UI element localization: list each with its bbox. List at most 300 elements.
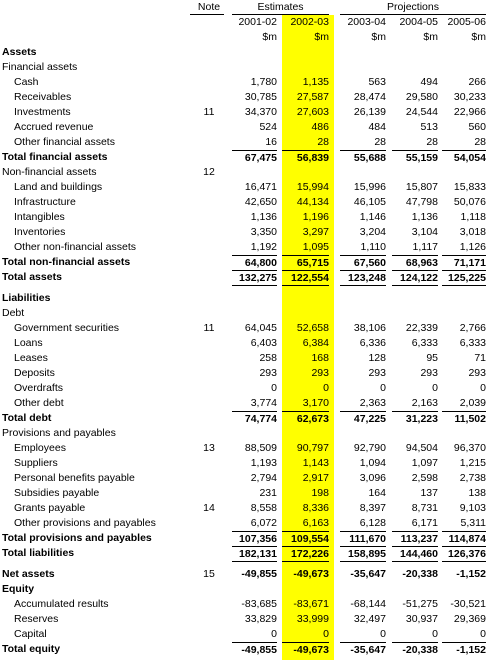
table-row: [2, 501, 488, 516]
row-label: Inventories: [14, 226, 66, 238]
value-cell: 113,237: [392, 531, 438, 546]
note-ref: [192, 225, 226, 240]
group-row: [2, 60, 488, 75]
value-cell: 56,839: [282, 150, 329, 165]
note-ref: [192, 240, 226, 255]
value-cell: 0: [480, 628, 486, 640]
value-cell: 1,094: [359, 457, 386, 469]
note-ref: [192, 597, 226, 612]
value-cell: 1,136: [250, 211, 277, 223]
value-cell: 231: [259, 487, 277, 499]
value-cell: 29,369: [453, 613, 486, 625]
value-cell: 15,996: [353, 181, 386, 193]
year-header: 2001-02: [238, 16, 277, 28]
value-cell: 293: [368, 367, 386, 379]
value-cell: 0: [271, 382, 277, 394]
note-ref: [192, 642, 226, 657]
value-cell: 2,039: [459, 397, 486, 409]
section-row: [2, 582, 488, 597]
value-cell: 28: [317, 136, 329, 148]
table-row: [2, 135, 488, 150]
value-cell: 71: [474, 352, 486, 364]
value-cell: 144,460: [392, 546, 438, 562]
value-cell: 92,790: [353, 442, 386, 454]
value-cell: 96,370: [453, 442, 486, 454]
row-label: Total financial assets: [2, 151, 108, 163]
year-header: 2002-03: [290, 16, 329, 28]
table-row: [2, 381, 488, 396]
value-cell: 2,738: [459, 472, 486, 484]
value-cell: 32,497: [353, 613, 386, 625]
note-ref: [192, 396, 226, 411]
value-cell: 0: [323, 382, 329, 394]
value-cell: 3,170: [302, 397, 329, 409]
value-cell: 2,598: [411, 472, 438, 484]
value-cell: 47,798: [405, 196, 438, 208]
note-ref: [192, 471, 226, 486]
value-cell: 107,356: [232, 531, 277, 546]
value-cell: 71,171: [442, 255, 486, 270]
value-cell: -49,855: [232, 642, 277, 657]
value-cell: 1,110: [360, 241, 386, 253]
row-label: Total debt: [2, 412, 52, 424]
row-label: Leases: [14, 352, 48, 364]
row-label: Intangibles: [14, 211, 65, 223]
value-cell: 114,874: [442, 531, 486, 546]
value-cell: 90,797: [296, 442, 329, 454]
table-row: [2, 180, 488, 195]
row-label: Investments: [14, 106, 71, 118]
value-cell: 30,937: [405, 613, 438, 625]
value-cell: -20,338: [402, 568, 438, 580]
table-row: [2, 627, 488, 642]
value-cell: 1,193: [250, 457, 277, 469]
table-row: [2, 195, 488, 210]
value-cell: 6,333: [411, 337, 438, 349]
note-ref: [192, 456, 226, 471]
note-ref: [192, 120, 226, 135]
value-cell: -51,275: [402, 598, 438, 610]
table-row: [2, 225, 488, 240]
value-cell: 15,994: [296, 181, 329, 193]
value-cell: 27,587: [296, 91, 329, 103]
row-label: Financial assets: [2, 61, 78, 73]
value-cell: 67,475: [232, 150, 277, 165]
value-cell: 28,474: [353, 91, 386, 103]
value-cell: 6,072: [250, 517, 277, 529]
value-cell: 198: [311, 487, 329, 499]
value-cell: 33,829: [244, 613, 277, 625]
section-row: [2, 291, 488, 306]
value-cell: 16,471: [244, 181, 277, 193]
table-row: [2, 120, 488, 135]
year-header: 2004-05: [399, 16, 438, 28]
value-cell: 182,131: [232, 546, 277, 562]
year-header: 2003-04: [347, 16, 386, 28]
row-label: Non-financial assets: [2, 166, 97, 178]
value-cell: 88,509: [244, 442, 277, 454]
value-cell: 3,350: [250, 226, 277, 238]
value-cell: 3,018: [459, 226, 486, 238]
note-ref: [192, 210, 226, 225]
value-cell: 44,134: [296, 196, 329, 208]
table-row: [2, 456, 488, 471]
row-label: Loans: [14, 337, 43, 349]
note-ref: [192, 546, 226, 561]
grand-row: [2, 270, 488, 285]
note-column-header: Note: [197, 1, 221, 13]
row-label: Assets: [2, 46, 37, 58]
group-row: [2, 165, 488, 180]
header-row-1: [2, 0, 488, 15]
value-cell: 158,895: [340, 546, 386, 562]
note-ref: [192, 516, 226, 531]
value-cell: 1,097: [411, 457, 438, 469]
group-row: [2, 306, 488, 321]
table-row: [2, 366, 488, 381]
value-cell: 54,054: [442, 150, 486, 165]
value-cell: 27,603: [296, 106, 329, 118]
row-label: Employees: [14, 442, 66, 454]
row-label: Accrued revenue: [14, 121, 94, 133]
value-cell: 30,233: [453, 91, 486, 103]
value-cell: 168: [311, 352, 329, 364]
table-row: [2, 396, 488, 411]
table-row: [2, 336, 488, 351]
value-cell: 26,139: [353, 106, 386, 118]
unit-header: $m: [423, 31, 438, 43]
note-ref: [192, 150, 226, 165]
table-row: [2, 240, 488, 255]
row-label: Receivables: [14, 91, 72, 103]
value-cell: -35,647: [340, 642, 386, 657]
table-row: [2, 471, 488, 486]
table-row: [2, 351, 488, 366]
note-ref: [192, 366, 226, 381]
total-row: [2, 150, 488, 165]
header-row-units: [2, 30, 488, 45]
balance-sheet-table: [2, 0, 488, 657]
total-row: [2, 642, 488, 657]
row-label: Other provisions and payables: [14, 517, 156, 529]
note-ref: 11: [203, 322, 215, 334]
value-cell: 2,163: [411, 397, 438, 409]
value-cell: 11,502: [442, 411, 486, 426]
value-cell: 15,807: [405, 181, 438, 193]
row-label: Other non-financial assets: [14, 241, 136, 253]
row-label: Total equity: [2, 643, 61, 655]
unit-header: $m: [314, 31, 329, 43]
row-label: Government securities: [14, 322, 120, 334]
estimates-header: Estimates: [257, 1, 304, 13]
note-ref: [192, 270, 226, 285]
value-cell: 563: [368, 76, 386, 88]
value-cell: 3,204: [359, 226, 386, 238]
note-ref: 14: [203, 502, 215, 514]
note-ref: 12: [203, 166, 215, 178]
total-row: [2, 255, 488, 270]
projections-header-rule: [340, 14, 486, 15]
value-cell: 62,673: [282, 411, 329, 426]
value-cell: 126,376: [442, 546, 486, 562]
total-row: [2, 531, 488, 546]
note-ref: [192, 612, 226, 627]
value-cell: -83,685: [241, 598, 277, 610]
row-label: Provisions and payables: [2, 427, 116, 439]
value-cell: 1,192: [250, 241, 277, 253]
note-ref: [192, 381, 226, 396]
value-cell: 3,104: [411, 226, 438, 238]
value-cell: 30,785: [244, 91, 277, 103]
value-cell: 484: [368, 121, 386, 133]
value-cell: 8,336: [302, 502, 329, 514]
value-cell: 122,554: [282, 270, 329, 286]
unit-header: $m: [471, 31, 486, 43]
note-ref: [192, 336, 226, 351]
value-cell: 486: [311, 121, 329, 133]
value-cell: 15,833: [453, 181, 486, 193]
note-ref: [192, 195, 226, 210]
value-cell: 65,715: [282, 255, 329, 270]
value-cell: 1,095: [302, 241, 329, 253]
value-cell: 293: [311, 367, 329, 379]
value-cell: 1,135: [302, 76, 329, 88]
value-cell: 513: [420, 121, 438, 133]
value-cell: 1,143: [302, 457, 329, 469]
table-row: [2, 612, 488, 627]
value-cell: 560: [468, 121, 486, 133]
row-label: Accumulated results: [14, 598, 109, 610]
projections-header: Projections: [387, 1, 439, 13]
value-cell: 2,363: [359, 397, 386, 409]
value-cell: 1,146: [359, 211, 386, 223]
header-row-years: [2, 15, 488, 30]
row-label: Capital: [14, 628, 47, 640]
value-cell: 42,650: [244, 196, 277, 208]
table-row: [2, 105, 488, 120]
value-cell: 172,226: [282, 546, 329, 562]
value-cell: 29,580: [405, 91, 438, 103]
note-ref: 13: [203, 442, 215, 454]
note-ref: [192, 486, 226, 501]
value-cell: -49,673: [293, 568, 329, 580]
value-cell: 132,275: [232, 270, 277, 286]
unit-header: $m: [371, 31, 386, 43]
note-ref: [192, 255, 226, 270]
value-cell: -35,647: [350, 568, 386, 580]
row-label: Other financial assets: [14, 136, 115, 148]
value-cell: 46,105: [353, 196, 386, 208]
value-cell: 0: [480, 382, 486, 394]
value-cell: 258: [259, 352, 277, 364]
value-cell: 6,163: [302, 517, 329, 529]
value-cell: 9,103: [459, 502, 486, 514]
value-cell: 8,397: [359, 502, 386, 514]
value-cell: 22,339: [405, 322, 438, 334]
value-cell: 67,560: [340, 255, 386, 270]
note-ref: [192, 627, 226, 642]
row-label: Grants payable: [14, 502, 86, 514]
value-cell: 31,223: [392, 411, 438, 426]
value-cell: 3,774: [250, 397, 277, 409]
value-cell: 109,554: [282, 531, 329, 546]
row-label: Land and buildings: [14, 181, 103, 193]
value-cell: 1,215: [459, 457, 486, 469]
note-ref: 11: [203, 106, 215, 118]
row-label: Debt: [2, 307, 25, 319]
table-row: [2, 90, 488, 105]
note-ref: [192, 180, 226, 195]
row-label: Reserves: [14, 613, 59, 625]
value-cell: 524: [259, 121, 277, 133]
value-cell: 8,558: [250, 502, 277, 514]
value-cell: 1,136: [411, 211, 438, 223]
row-label: Total non-financial assets: [2, 256, 131, 268]
value-cell: 0: [323, 628, 329, 640]
estimates-header-rule: [232, 14, 329, 15]
value-cell: 164: [368, 487, 386, 499]
row-label: Overdrafts: [14, 382, 64, 394]
value-cell: 125,225: [442, 270, 486, 286]
total-row: [2, 411, 488, 426]
year-header: 2005-06: [447, 16, 486, 28]
table-row: [2, 75, 488, 90]
value-cell: 47,225: [340, 411, 386, 426]
note-ref: [192, 351, 226, 366]
value-cell: 0: [432, 382, 438, 394]
value-cell: -30,521: [450, 598, 486, 610]
row-label: Deposits: [14, 367, 55, 379]
value-cell: 38,106: [353, 322, 386, 334]
value-cell: -68,144: [350, 598, 386, 610]
value-cell: -1,152: [456, 568, 486, 580]
value-cell: 6,171: [411, 517, 438, 529]
value-cell: 1,117: [412, 241, 438, 253]
unit-header: $m: [262, 31, 277, 43]
value-cell: 22,966: [453, 106, 486, 118]
value-cell: 74,774: [232, 411, 277, 426]
value-cell: 123,248: [340, 270, 386, 286]
value-cell: 6,384: [302, 337, 329, 349]
value-cell: 8,731: [411, 502, 438, 514]
value-cell: 138: [468, 487, 486, 499]
value-cell: 0: [271, 628, 277, 640]
value-cell: 293: [420, 367, 438, 379]
value-cell: 0: [380, 382, 386, 394]
table-row: [2, 441, 488, 456]
value-cell: 2,917: [302, 472, 329, 484]
value-cell: 52,658: [296, 322, 329, 334]
value-cell: 1,196: [302, 211, 329, 223]
table-row: [2, 210, 488, 225]
row-label: Equity: [2, 583, 35, 595]
note-ref: [192, 75, 226, 90]
table-row: [2, 597, 488, 612]
value-cell: 1,118: [460, 211, 486, 223]
value-cell: 0: [432, 628, 438, 640]
value-cell: 64,045: [244, 322, 277, 334]
value-cell: -20,338: [392, 642, 438, 657]
value-cell: 28: [374, 136, 386, 148]
note-ref: [192, 531, 226, 546]
value-cell: 68,963: [392, 255, 438, 270]
row-label: Other debt: [14, 397, 64, 409]
value-cell: 94,504: [405, 442, 438, 454]
table-row: [2, 486, 488, 501]
value-cell: -49,855: [241, 568, 277, 580]
value-cell: 33,999: [296, 613, 329, 625]
note-ref: [192, 90, 226, 105]
row-label: Personal benefits payable: [14, 472, 135, 484]
value-cell: 128: [368, 352, 386, 364]
value-cell: -1,152: [442, 642, 486, 657]
value-cell: 3,297: [302, 226, 329, 238]
value-cell: 6,128: [359, 517, 386, 529]
value-cell: 2,766: [459, 322, 486, 334]
note-ref: 15: [203, 568, 215, 580]
value-cell: 3,096: [359, 472, 386, 484]
netrow-row: [2, 567, 488, 582]
value-cell: 0: [380, 628, 386, 640]
value-cell: 64,800: [232, 255, 277, 270]
note-ref: [192, 411, 226, 426]
row-label: Subsidies payable: [14, 487, 100, 499]
value-cell: 111,670: [340, 531, 386, 546]
value-cell: 6,336: [359, 337, 386, 349]
value-cell: 6,333: [459, 337, 486, 349]
value-cell: 293: [468, 367, 486, 379]
value-cell: -83,671: [293, 598, 329, 610]
value-cell: 494: [420, 76, 438, 88]
group-row: [2, 426, 488, 441]
row-label: Total provisions and payables: [2, 532, 152, 544]
value-cell: 1,780: [250, 76, 277, 88]
table-row: [2, 516, 488, 531]
value-cell: 28: [426, 136, 438, 148]
value-cell: 16: [265, 136, 277, 148]
value-cell: 6,403: [250, 337, 277, 349]
row-label: Net assets: [2, 568, 55, 580]
row-label: Total assets: [2, 271, 62, 283]
table-body: [2, 45, 488, 657]
value-cell: 293: [259, 367, 277, 379]
value-cell: -49,673: [282, 642, 329, 657]
row-label: Cash: [14, 76, 39, 88]
row-label: Suppliers: [14, 457, 58, 469]
value-cell: 50,076: [453, 196, 486, 208]
value-cell: 55,688: [340, 150, 386, 165]
table-row: [2, 321, 488, 336]
value-cell: 24,544: [405, 106, 438, 118]
value-cell: 55,159: [392, 150, 438, 165]
note-ref: [192, 135, 226, 150]
row-label: Liabilities: [2, 292, 51, 304]
value-cell: 137: [420, 487, 438, 499]
value-cell: 95: [426, 352, 438, 364]
grand-row: [2, 546, 488, 561]
value-cell: 1,126: [459, 241, 486, 253]
value-cell: 34,370: [244, 106, 277, 118]
value-cell: 2,794: [250, 472, 277, 484]
row-label: Infrastructure: [14, 196, 76, 208]
row-label: Total liabilities: [2, 547, 75, 559]
value-cell: 266: [468, 76, 486, 88]
note-header-rule: [190, 14, 224, 15]
value-cell: 28: [474, 136, 486, 148]
value-cell: 5,311: [460, 517, 486, 529]
section-row: [2, 45, 488, 60]
value-cell: 124,122: [392, 270, 438, 286]
